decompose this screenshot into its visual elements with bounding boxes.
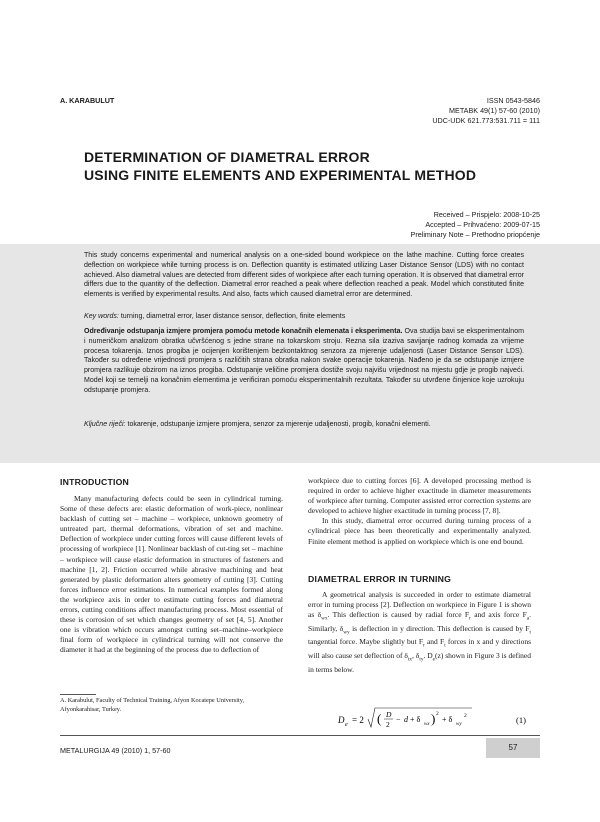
journal-citation: METALURGIJA 49 (2010) 1, 57-60 bbox=[60, 746, 171, 755]
keywords-label: Key words: bbox=[84, 313, 119, 320]
received-date: Received – Prispjelo: 2008-10-25 bbox=[433, 210, 540, 219]
svg-text:e: e bbox=[345, 722, 348, 728]
keywords-hr-label: Ključne riječi: bbox=[84, 421, 126, 428]
author-header: A. KARABULUT bbox=[60, 96, 115, 105]
svg-text:2: 2 bbox=[464, 713, 467, 719]
title-line-2: USING FINITE ELEMENTS AND EXPERIMENTAL METHOD bbox=[84, 167, 477, 183]
page-number: 57 bbox=[486, 738, 540, 758]
svg-text:= 2: = 2 bbox=[352, 715, 364, 725]
right-column bbox=[308, 476, 531, 547]
svg-text:wy: wy bbox=[456, 722, 462, 727]
publication-meta bbox=[432, 96, 540, 126]
equation-number: (1) bbox=[516, 715, 526, 725]
svg-text:): ) bbox=[431, 711, 436, 726]
svg-text:D: D bbox=[386, 710, 392, 719]
svg-text:wx: wx bbox=[424, 722, 430, 727]
equation-1 bbox=[330, 706, 540, 732]
udc: UDC-UDK 621.773:531.711 = 111 bbox=[432, 116, 540, 125]
dates-block bbox=[411, 210, 540, 240]
author-footnote: A. Karabulut, Faculty of Technical Training, Afyon Kocatepe University, Afyonkarahisar, Turkey. bbox=[60, 697, 245, 713]
right-paragraph-2: In this study, diametral error occurred during turning process of a cylindrical piece has been theoretically and experimentally analyzed. Finite element method is applied on workpiece which is one end bound. bbox=[308, 516, 531, 546]
keywords-croatian bbox=[84, 420, 524, 430]
svg-text:2: 2 bbox=[386, 720, 390, 729]
footnote-divider bbox=[60, 694, 96, 695]
abstract-hr-text: Ova studija bavi se eksperimentalnom i numeričkom analizom obratka učvršćenog s jedne strane na tokarskom stroju. Rezna sila izaziva savijanje radnog komada za vrijeme procesa tokarenja. Iznos progiba je ocijenjen korištenjem bezkontaktnog senzora za mjerenje udaljenosti (Laser Distance Sensor LDS). Također su određene vrijednosti promjera s različitih strana obratka nakon svake operacije tokarenja. Nađeno je da se odstupanje izmjere promjera razlikuje obzirom na iznos progiba. Odstupanje veličine promjera dostiže svoju najvišu vrijednost na mjestu gdje je progib najveći. Model koji se temelji na konačnim elementima je verificiran pomoću eksperimentalnih rezultata. Također su utvrđene činjenice koje uzrokuju odstupanje promjera. bbox=[84, 328, 524, 394]
diametral-error-heading: DIAMETRAL ERROR IN TURNING bbox=[308, 574, 452, 584]
left-column bbox=[60, 494, 283, 656]
svg-text:d: d bbox=[404, 715, 408, 724]
footer-divider bbox=[60, 735, 540, 736]
title-line-1: DETERMINATION OF DIAMETRAL ERROR bbox=[84, 149, 370, 165]
abstract-english: This study concerns experimental and numerical analysis on a one-sided bound workpiece on the lathe machine. Cutting force creates deflection on workpiece while turning process is on. Deflection quantity is estimated utilizing Laser Distance Sensor (LDS) with no contact achieved. Also diametral values are detected from different sides of workpiece after each turning operation. It is observed that diametral error differs due to the quantity of the deflection. Diametral error reached a peak where deflection reached a peak. Model which constituted finite elements is verified by experimental results. And also, facts which caused diametral error are determined. bbox=[84, 252, 524, 299]
issn: ISSN 0543-5846 bbox=[486, 96, 540, 105]
keywords-text: turning, diametral error, laser distance sensor, deflection, finite elements bbox=[120, 313, 346, 320]
keywords-english bbox=[84, 312, 524, 322]
introduction-heading: INTRODUCTION bbox=[60, 477, 129, 487]
diametral-error-section bbox=[308, 590, 531, 675]
paper-title bbox=[84, 148, 544, 184]
paper-type: Preliminary Note – Prethodno priopćenje bbox=[410, 230, 540, 239]
intro-paragraph: Many manufacturing defects could be seen in cylindrical turning. Some of these defects are: elastic deformation of work-piece, nonlinear backlash of cutting set – machine – workpiece, unknown geometry of untreated part, thermal deformations, vibration of set and machine. Deflection of workpiece under cutting forces will cause different levels of processing of workpiece [1]. Nonlinear backlash of cut-ting set – machine – workpiece will cause elastic deformation in structures of fasteners and machine [1, 2]. Friction occurred while abrasive machining and heat generated by plastic deformation alters geometry of cutting [3]. Cutting forces influence error estimations. In numerical examples formed along the workpiece axis in order to estimate cutting forces and diametral errors, cutting conditions affect manufacturing process. Most essential of these is corrosion of set which changes geometry of set [4, 5]. Another one is vibration which occurs amongst cutting set–machine–workpiece final form of workpiece in cylindrical turning will not conserve the diameter it had at the beginning of the process due to deflection of bbox=[60, 494, 283, 655]
svg-text:2: 2 bbox=[436, 711, 439, 717]
right-paragraph-1: workpiece due to cutting forces [6]. A developed processing method is required in order to achieve higher exactitude in diameter measurements of workpiece after turning. Computer assisted error correction systems are developed to achieve higher exactitude in turning process [7, 8]. bbox=[308, 476, 531, 516]
metabk: METABK 49(1) 57-60 (2010) bbox=[449, 106, 540, 115]
abstract-hr-title: Određivanje odstupanja izmjere promjera pomoću metode konačnih elemenata i eksperimenta. bbox=[84, 328, 403, 335]
abstract-croatian bbox=[84, 327, 524, 396]
svg-text:D: D bbox=[338, 715, 345, 725]
svg-text:+ δ: + δ bbox=[410, 715, 421, 724]
accepted-date: Accepted – Prihvaćeno: 2009-07-15 bbox=[425, 220, 540, 229]
svg-text:(: ( bbox=[377, 711, 382, 726]
keywords-hr-text: tokarenje, odstupanje izmjere promjera, senzor za mjerenje udaljenosti, progib, konačni elementi. bbox=[127, 421, 431, 428]
diametral-paragraph: A geometrical analysis is succeeded in order to estimate diametral error in turning process [2]. Deflection on workpiece in Figure 1 is shown as $\delta_{wx}$. This deflection is caused by radial force $F_r$ and axis force $F_a$. Similarly, $\delta_{wy}$ is deflection in y direction. This deflection is caused by $F_t$ tangential force. Maybe slightly but $F_r$ and $F_t$ forces in x and y directions will also cause set deflection of $\delta_{tx}$, $\delta_{ty}$. $D_e(z)$ shown in Figure 3 is defined in terms below. bbox=[308, 590, 532, 674]
svg-text:−: − bbox=[396, 715, 401, 724]
svg-text:+ δ: + δ bbox=[442, 715, 453, 724]
